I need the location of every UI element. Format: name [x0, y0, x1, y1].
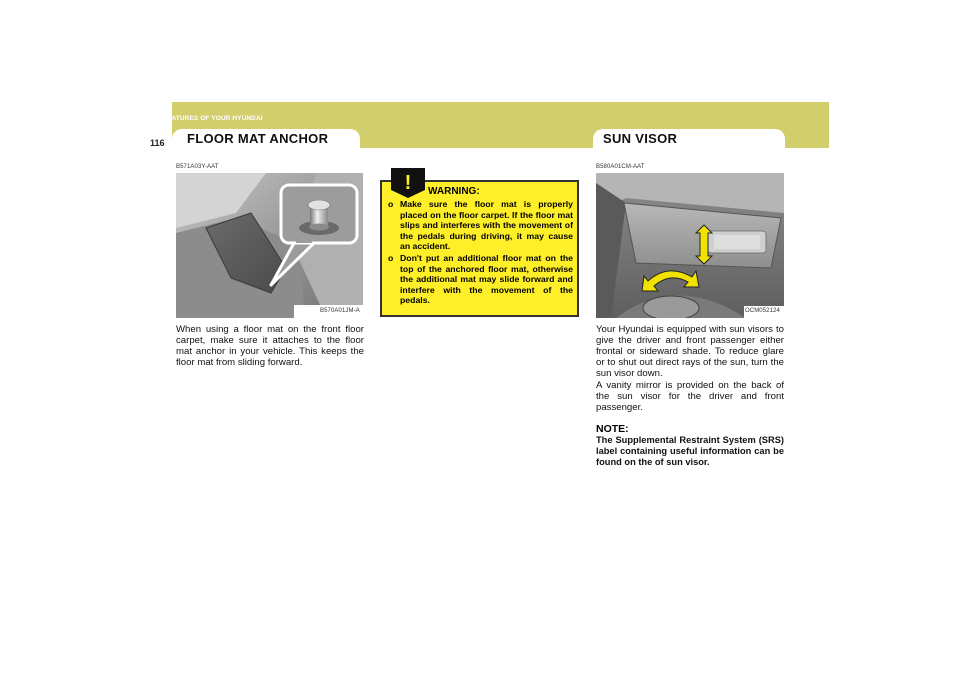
sun-visor-section-title: SUN VISOR — [603, 131, 678, 146]
warning-icon — [391, 168, 425, 198]
floor-mat-code: B571A03Y-AAT — [176, 164, 219, 170]
floor-mat-body: When using a floor mat on the front floor carpet, make sure it attaches to the floor mat anchor in your vehicle. This keeps the floor mat from sliding forward. — [176, 324, 364, 369]
warning-item-text: Don't put an additional floor mat on the top of the anchored floor mat, otherwise the additional mat may slide forward and interfere with the movement of the pedals. — [400, 253, 573, 306]
sun-visor-image-code: OCM052124 — [745, 308, 780, 314]
warning-item — [388, 199, 573, 252]
chapter-number: 1 — [152, 107, 163, 128]
warning-item — [388, 253, 573, 306]
chapter-title: FEATURES OF YOUR HYUNDAI — [163, 115, 263, 122]
page-number: 116 — [150, 138, 165, 148]
note-heading: NOTE: — [596, 423, 629, 435]
warning-bullet: o — [388, 199, 394, 209]
sun-visor-body-1: Your Hyundai is equipped with sun visors to give the driver and front passenger either frontal or sideward shade. To reduce glare or to shut out direct rays of the sun, turn the sun visor down. — [596, 324, 784, 380]
note-text: The Supplemental Restraint System (SRS) label containing useful information can be found on the of sun visor. — [596, 435, 784, 467]
warning-bullet: o — [388, 253, 394, 263]
warning-box — [380, 180, 579, 317]
warning-title: WARNING: — [428, 186, 480, 197]
sun-visor-photo — [596, 173, 784, 318]
warning-icon-glyph: ! — [404, 172, 412, 194]
floor-mat-image-code: B570A01JM-A — [320, 308, 360, 314]
sun-visor-body-2: A vanity mirror is provided on the back of the sun visor for the driver and front passenger. — [596, 380, 784, 414]
warning-item-text: Make sure the floor mat is properly placed on the floor carpet. If the floor mat slips and interferes with the movement of the pedals during driving, it may cause an accident. — [400, 199, 573, 252]
floor-mat-section-title: FLOOR MAT ANCHOR — [187, 131, 329, 146]
floor-mat-anchor-photo — [176, 173, 363, 318]
sun-visor-code: B580A01CM-AAT — [596, 164, 645, 170]
